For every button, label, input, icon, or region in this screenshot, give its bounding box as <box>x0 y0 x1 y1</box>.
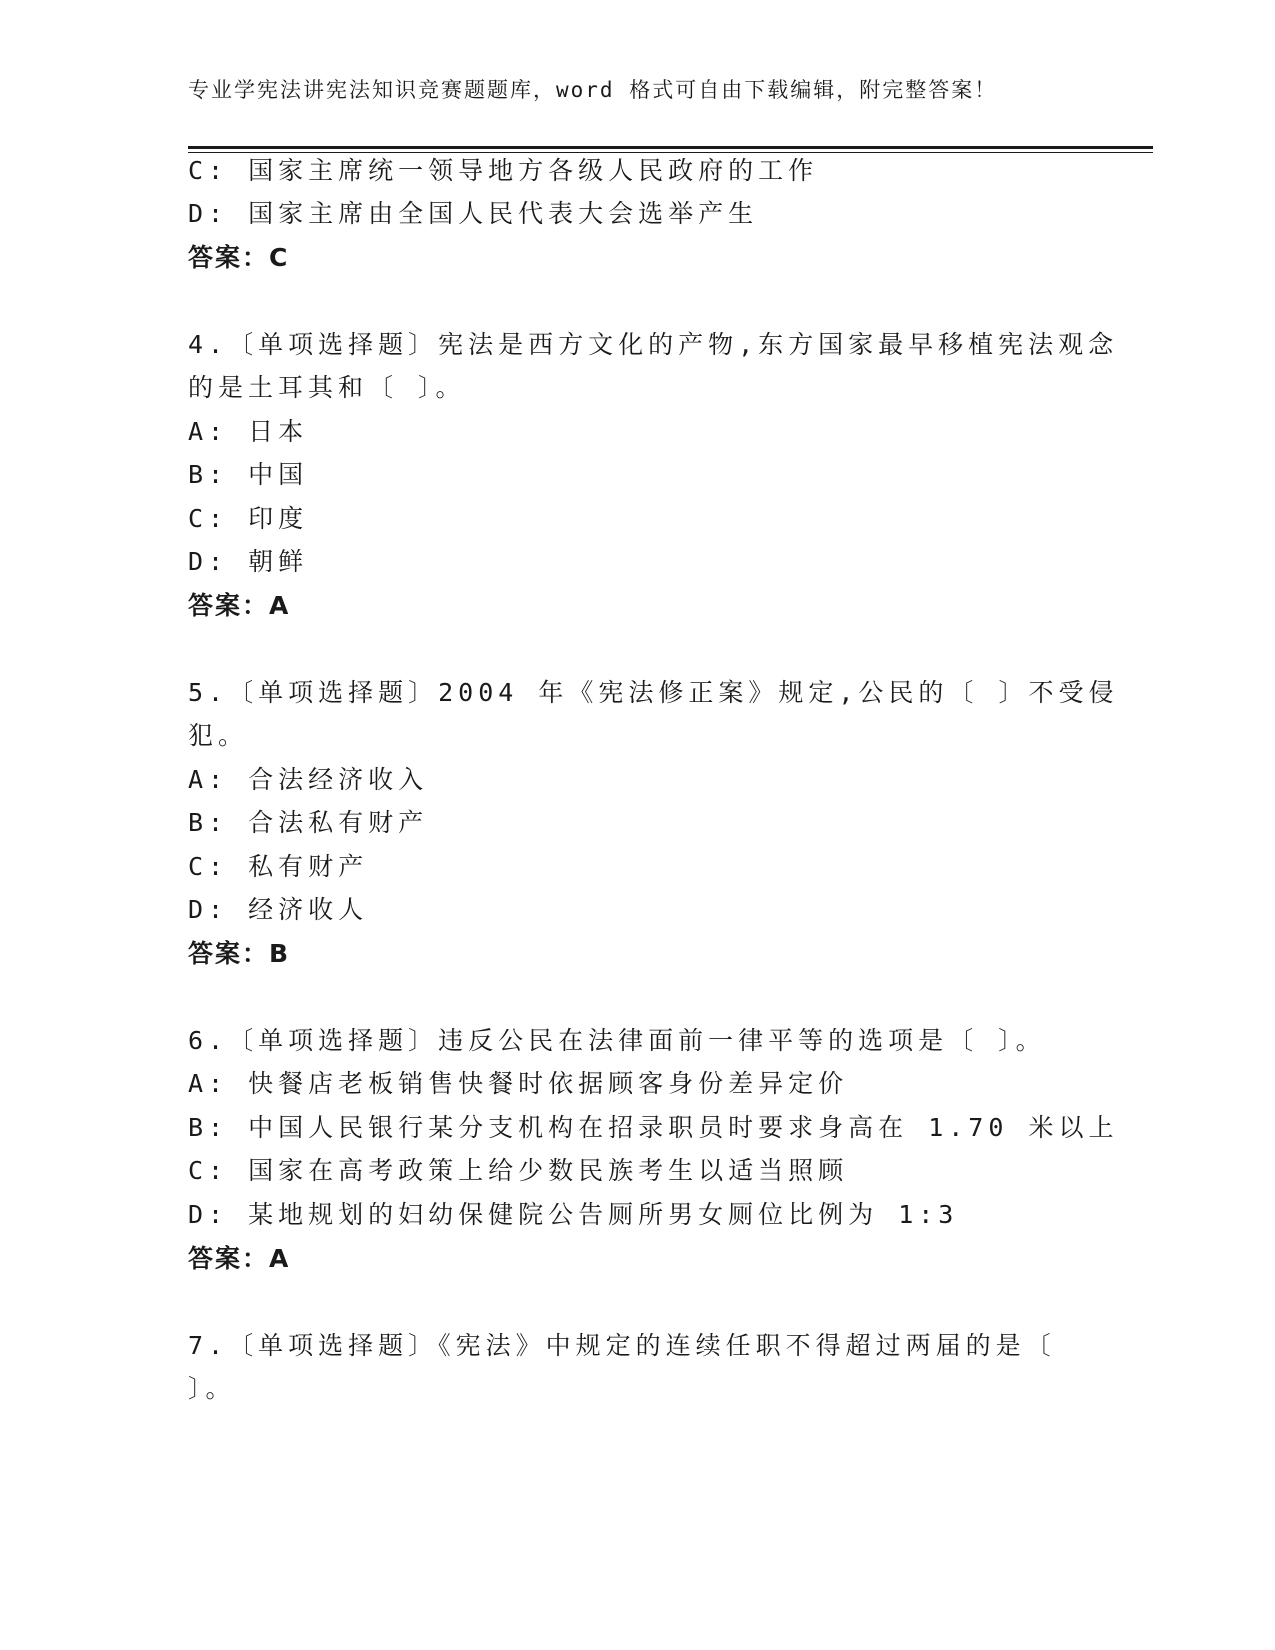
q4-answer: 答案：A <box>188 591 291 620</box>
page-header: 专业学宪法讲宪法知识竞赛题题库，word 格式可自由下载编辑，附完整答案！ <box>188 78 998 102</box>
q6-option-c: C: 国家在高考政策上给少数民族考生以适当照顾 <box>188 1156 849 1185</box>
q4-option-a: A: 日本 <box>188 417 309 446</box>
q6-stem-line1: 6.〔单项选择题〕违反公民在法律面前一律平等的选项是〔 〕。 <box>188 1026 1046 1055</box>
q3-option-c: C: 国家主席统一领导地方各级人民政府的工作 <box>188 156 819 185</box>
q4-option-b: B: 中国 <box>188 460 309 489</box>
q4-stem-line2: 的是土耳其和〔 〕。 <box>188 373 466 402</box>
q5-option-c: C: 私有财产 <box>188 852 369 881</box>
q5-answer: 答案：B <box>188 939 291 968</box>
q5-stem-line2: 犯。 <box>188 721 249 750</box>
q5-option-a: A: 合法经济收入 <box>188 765 429 794</box>
q7-stem-line2: 〕。 <box>188 1374 236 1403</box>
q5-option-b: B: 合法私有财产 <box>188 808 429 837</box>
header-divider-thick <box>188 146 1153 149</box>
q6-answer: 答案：A <box>188 1244 291 1273</box>
q4-option-c: C: 印度 <box>188 504 309 533</box>
header-divider-thin <box>188 152 1153 153</box>
q5-option-d: D: 经济收人 <box>188 895 369 924</box>
q3-answer: 答案：C <box>188 243 290 272</box>
q6-option-a: A: 快餐店老板销售快餐时依据顾客身份差异定价 <box>188 1069 849 1098</box>
q7-stem-line1: 7.〔单项选择题〕《宪法》中规定的连续任职不得超过两届的是〔 <box>188 1331 1056 1360</box>
q6-option-d: D: 某地规划的妇幼保健院公告厕所男女厕位比例为 1:3 <box>188 1200 959 1229</box>
q3-option-d: D: 国家主席由全国人民代表大会选举产生 <box>188 199 759 228</box>
q6-option-b: B: 中国人民银行某分支机构在招录职员时要求身高在 1.70 米以上 <box>188 1113 1119 1142</box>
q5-stem-line1: 5.〔单项选择题〕2004 年《宪法修正案》规定,公民的〔 〕不受侵 <box>188 678 1119 707</box>
q4-stem-line1: 4.〔单项选择题〕宪法是西方文化的产物,东方国家最早移植宪法观念 <box>188 330 1119 359</box>
q4-option-d: D: 朝鲜 <box>188 547 309 576</box>
